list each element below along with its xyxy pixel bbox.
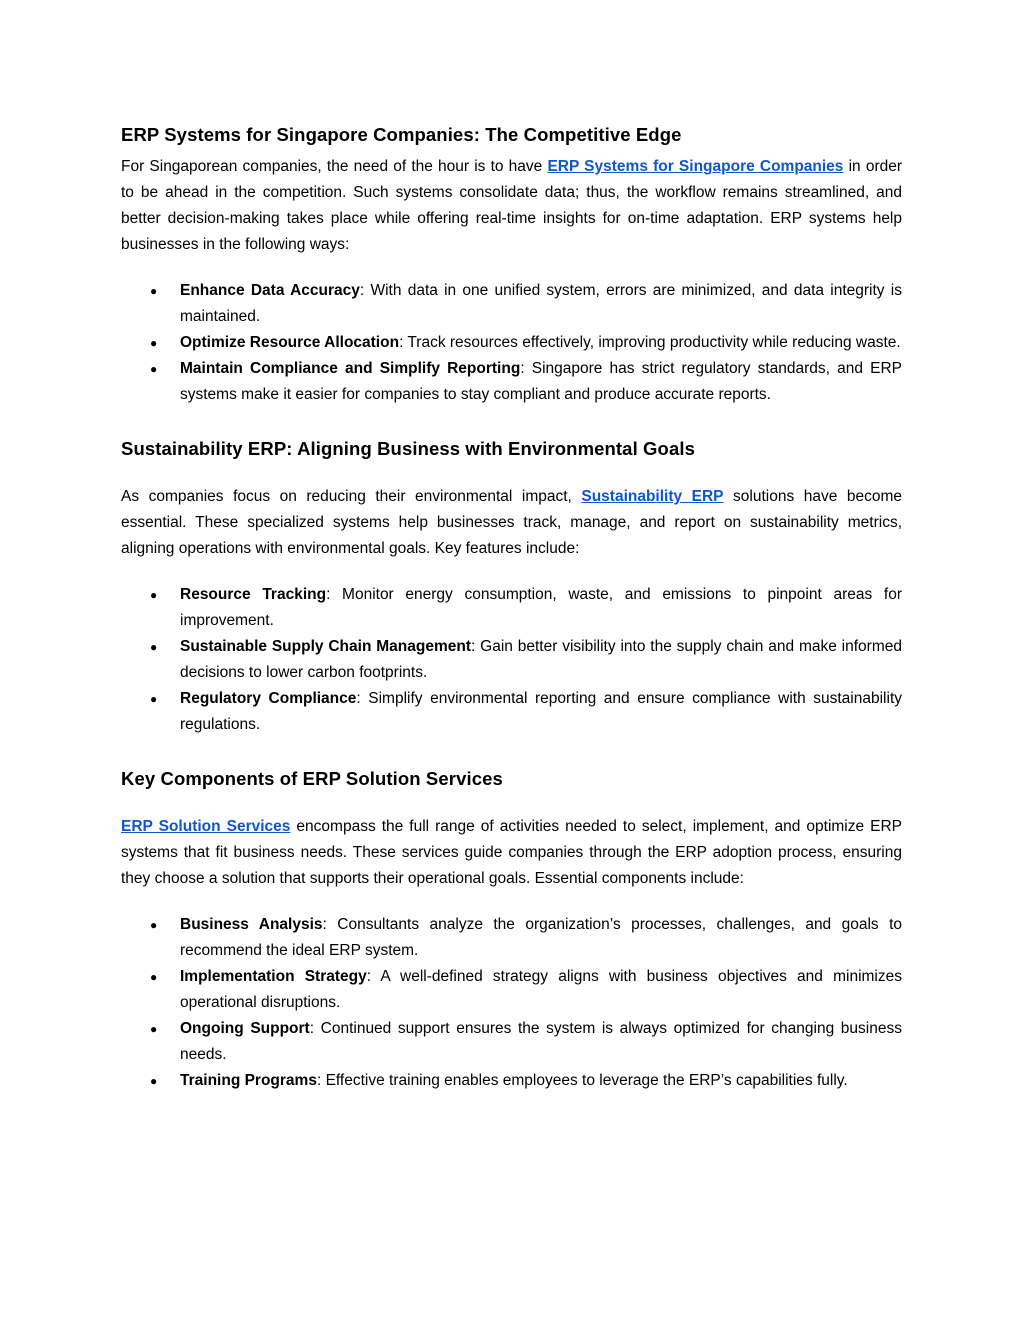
item-term: Sustainable Supply Chain Management bbox=[180, 638, 471, 655]
section-paragraph bbox=[121, 484, 902, 562]
item-term: Enhance Data Accuracy bbox=[180, 282, 360, 299]
section-heading: Sustainability ERP: Aligning Business with Environmental Goals bbox=[121, 438, 695, 459]
paragraph-text: For Singaporean companies, the need of the hour is to have bbox=[121, 158, 548, 175]
item-term: Ongoing Support bbox=[180, 1020, 310, 1037]
item-term: Resource Tracking bbox=[180, 586, 327, 603]
item-text: : Gain better visibility into the supply chain and make informed decisions to lower carbon footprints. bbox=[180, 638, 902, 681]
paragraph-text: solutions have become essential. These specialized systems help businesses track, manage, and report on sustainability metrics, aligning operations with environmental goals. Key features include: bbox=[121, 488, 902, 557]
list-item bbox=[121, 964, 902, 1016]
list-item bbox=[121, 278, 902, 330]
item-term: Business Analysis bbox=[180, 916, 323, 933]
item-text: : Effective training enables employees to leverage the ERP’s capabilities fully. bbox=[316, 1072, 848, 1089]
item-term: Maintain Compliance and Simplify Reporting bbox=[180, 360, 521, 377]
bullet-icon: ● bbox=[150, 918, 158, 932]
list-item bbox=[121, 356, 902, 408]
bullet-icon: ● bbox=[150, 284, 158, 298]
list-item bbox=[121, 1068, 902, 1094]
bullet-icon: ● bbox=[150, 1074, 158, 1088]
section-heading: ERP Systems for Singapore Companies: The Competitive Edge bbox=[121, 124, 682, 145]
sustainability-erp-link[interactable]: Sustainability ERP bbox=[581, 488, 724, 505]
bullet-icon: ● bbox=[150, 1022, 158, 1036]
item-text: : Singapore has strict regulatory standards, and ERP systems make it easier for companies to stay compliant and produce accurate reports. bbox=[180, 360, 902, 403]
section-heading: Key Components of ERP Solution Services bbox=[121, 768, 503, 789]
section-paragraph bbox=[121, 154, 902, 258]
list-item bbox=[121, 686, 902, 738]
item-text: : With data in one unified system, errors are minimized, and data integrity is maintained. bbox=[180, 282, 902, 325]
erp-solution-services-link[interactable]: ERP Solution Services bbox=[121, 818, 291, 835]
item-term: Regulatory Compliance bbox=[180, 690, 357, 707]
item-text: : Continued support ensures the system is always optimized for changing business needs. bbox=[180, 1020, 902, 1063]
bullet-list bbox=[121, 582, 902, 738]
bullet-icon: ● bbox=[150, 588, 158, 602]
bullet-list bbox=[121, 912, 902, 1094]
erp-singapore-link[interactable]: ERP Systems for Singapore Companies bbox=[547, 158, 844, 175]
bullet-icon: ● bbox=[150, 640, 158, 654]
section-paragraph bbox=[121, 814, 902, 892]
item-text: : Track resources effectively, improving productivity while reducing waste. bbox=[399, 334, 901, 351]
bullet-icon: ● bbox=[150, 336, 158, 350]
paragraph-text: As companies focus on reducing their environmental impact, bbox=[121, 488, 582, 505]
list-item bbox=[121, 330, 902, 356]
bullet-icon: ● bbox=[150, 362, 158, 376]
item-term: Training Programs bbox=[180, 1072, 317, 1089]
list-item bbox=[121, 912, 902, 964]
item-text: : A well-defined strategy aligns with business objectives and minimizes operational disruptions. bbox=[180, 968, 902, 1011]
item-term: Optimize Resource Allocation bbox=[180, 334, 400, 351]
bullet-icon: ● bbox=[150, 970, 158, 984]
item-text: : Consultants analyze the organization’s processes, challenges, and goals to recommend the ideal ERP system. bbox=[180, 916, 903, 959]
list-item bbox=[121, 1016, 902, 1068]
paragraph-text: encompass the full range of activities needed to select, implement, and optimize ERP systems that fit business needs. These services guide companies through the ERP adoption process, ensuring they choose a solution that supports their operational goals. Essential components include: bbox=[121, 818, 903, 887]
bullet-list bbox=[121, 278, 902, 408]
item-term: Implementation Strategy bbox=[180, 968, 367, 985]
list-item bbox=[121, 634, 902, 686]
item-text: : Monitor energy consumption, waste, and emissions to pinpoint areas for improvement. bbox=[180, 586, 902, 629]
item-text: : Simplify environmental reporting and ensure compliance with sustainability regulations. bbox=[180, 690, 902, 733]
list-item bbox=[121, 582, 902, 634]
paragraph-text: in order to be ahead in the competition. Such systems consolidate data; thus, the workflow remains streamlined, and better decision-making takes place while offering real-time insights for on-time adaptation. ERP systems help businesses in the following ways: bbox=[121, 158, 903, 253]
bullet-icon: ● bbox=[150, 692, 158, 706]
